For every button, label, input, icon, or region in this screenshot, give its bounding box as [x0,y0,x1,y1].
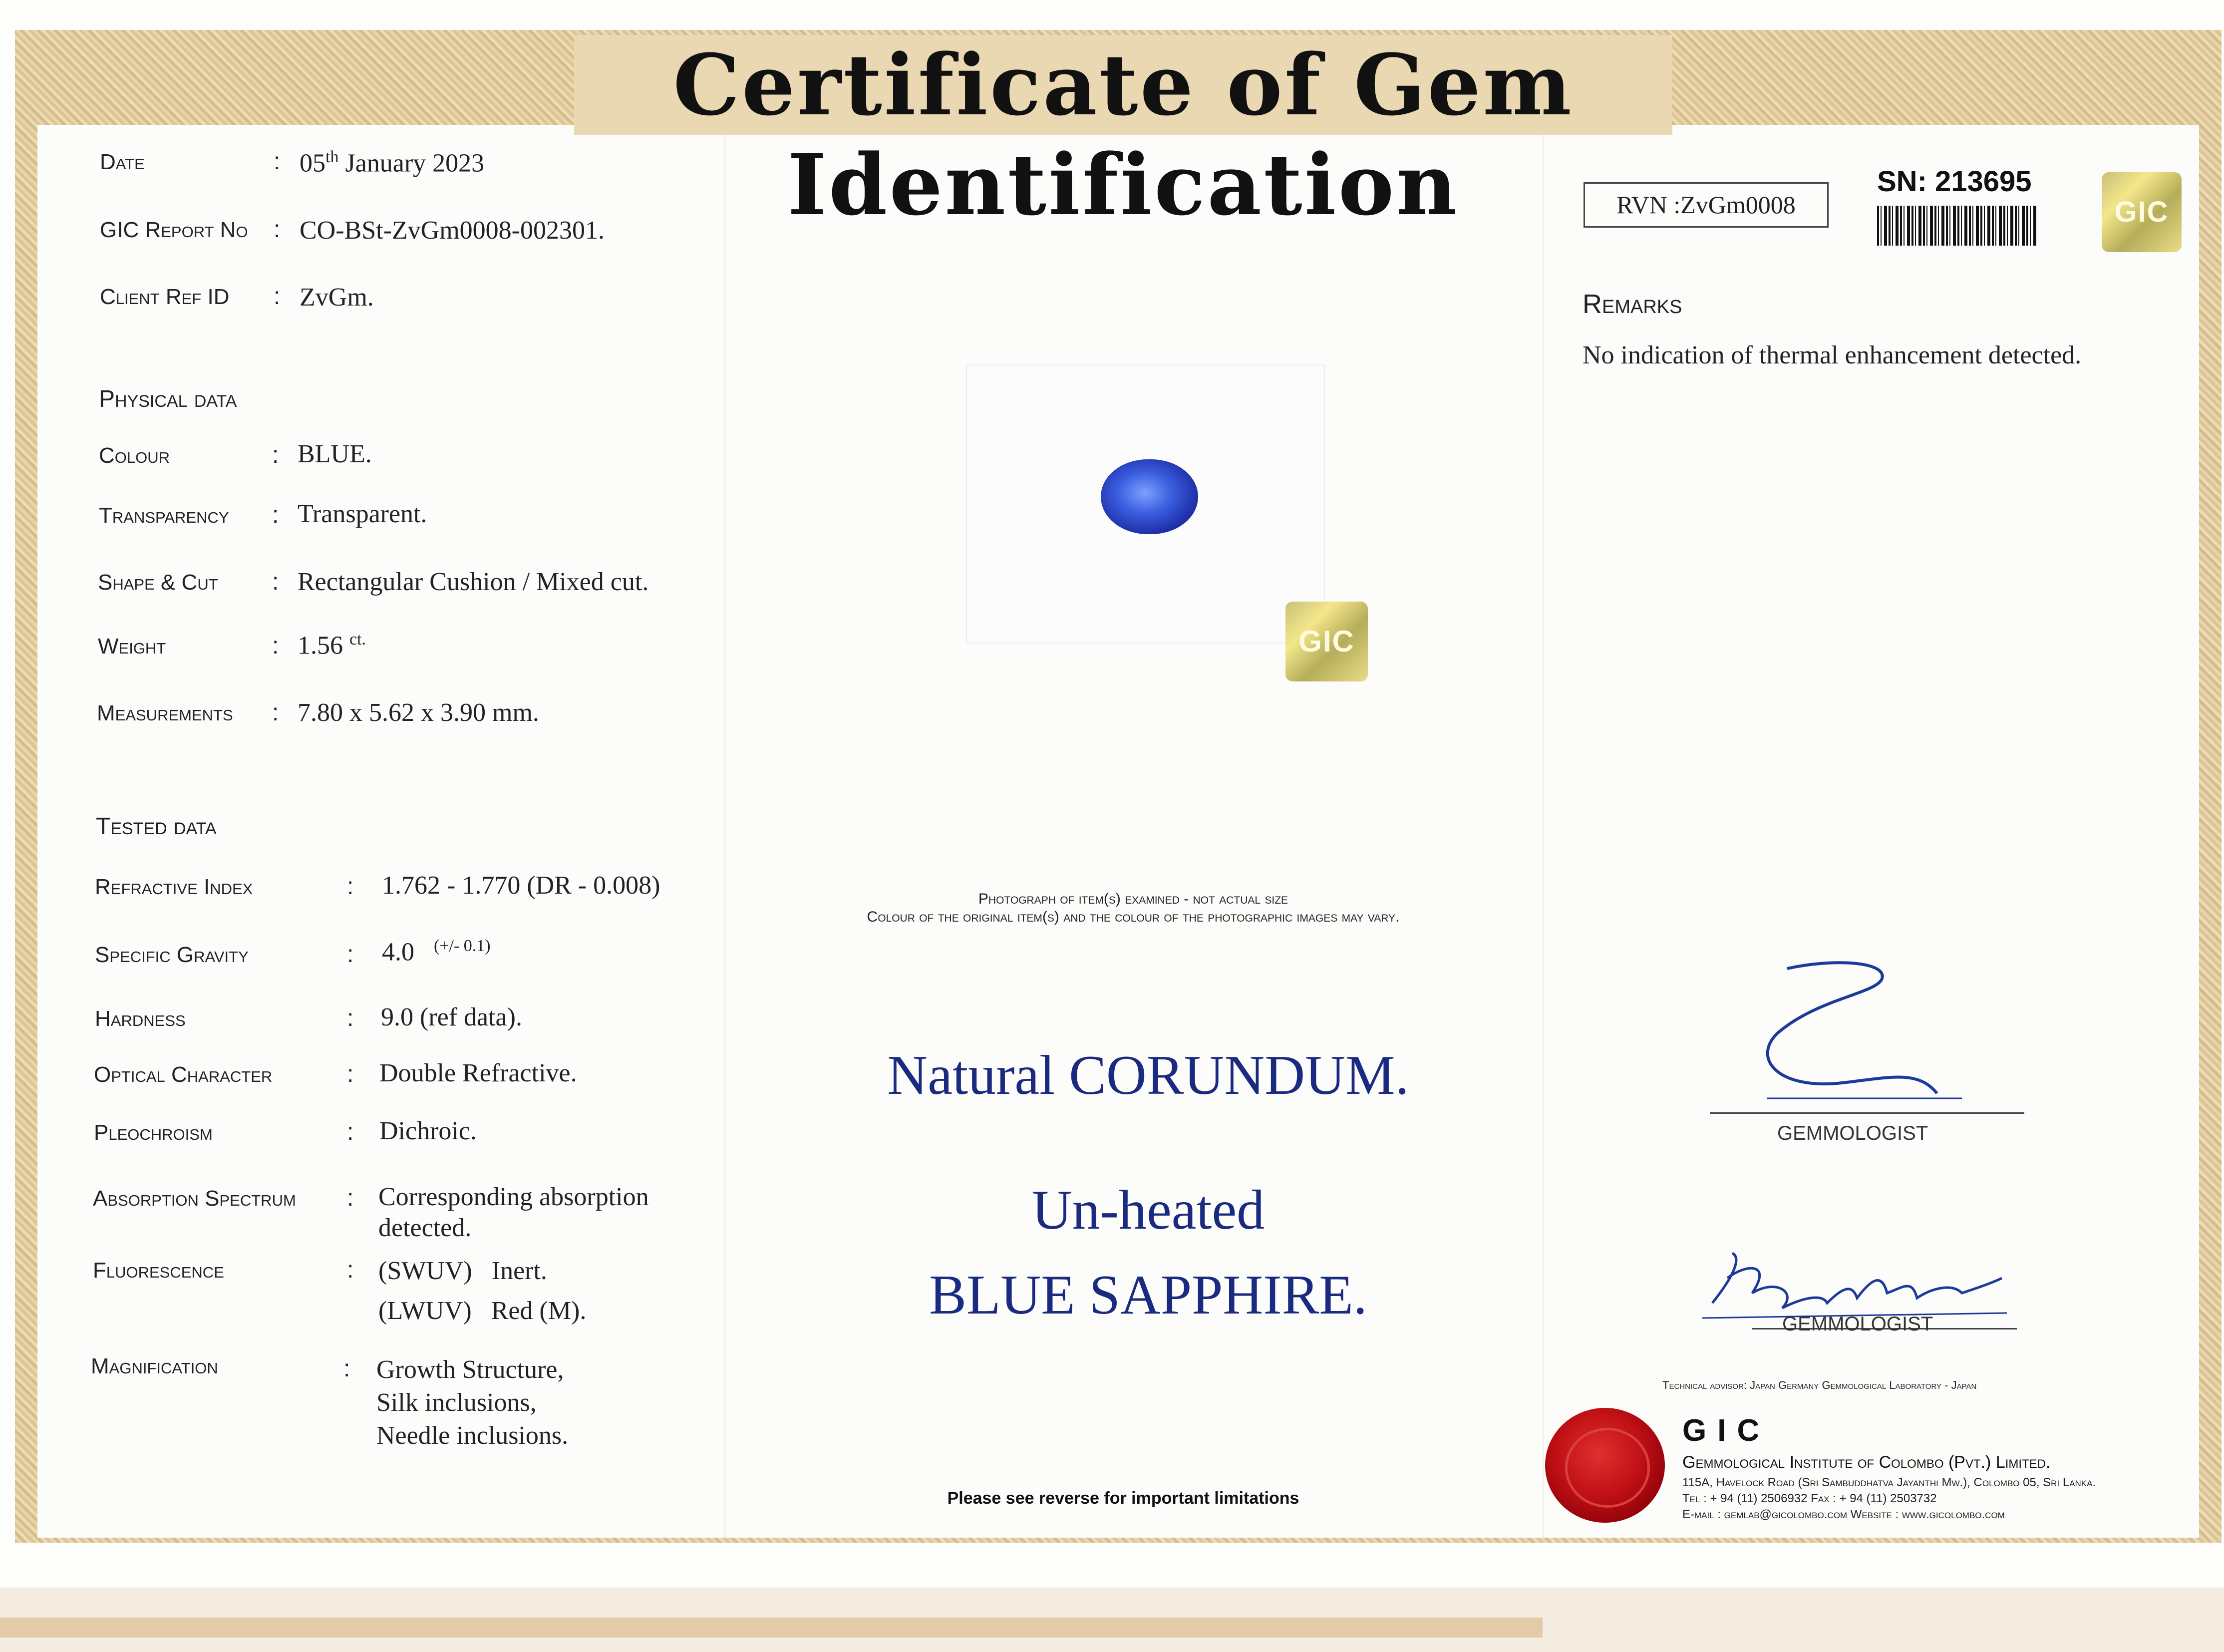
hardness-label: Hardness [95,1006,186,1031]
institute-email-web: E-mail : gemlab@gicolombo.com Website : www.gicolombo.com [1682,1508,2005,1521]
colon: : [347,1061,354,1087]
institute-name: Gemmological Institute of Colombo (Pvt.) Limited. [1682,1453,2051,1472]
weight-value: 1.56 $^{ct.}$ [298,630,366,660]
gemmologist-label-1: GEMMOLOGIST [1777,1122,1928,1144]
absorption-value-line2: detected. [378,1214,472,1242]
physical-heading: Physical data [99,386,237,412]
hologram-sticker: GIC [1285,602,1368,681]
client-value: ZvGm. [300,283,374,312]
colon: : [272,699,279,726]
fluorescence-lwuv: (LWUV) Red (M). [378,1297,587,1325]
transparency-value: Transparent. [298,500,427,528]
transparency-label: Transparency [99,503,229,528]
colon: : [274,283,281,310]
colon: : [347,1257,354,1283]
refractive-value: 1.762 - 1.770 (DR - 0.008) [382,871,660,900]
colour-label: Colour [99,443,170,468]
hologram-sticker-right: GIC [2102,172,2182,252]
shape-value: Rectangular Cushion / Mixed cut. [298,568,649,596]
fluorescence-label: Fluorescence [93,1258,224,1283]
client-label: Client Ref ID [100,285,230,309]
gemmologist-label-2: GEMMOLOGIST [1782,1313,1933,1335]
serial-number: SN: 213695 [1877,165,2032,198]
limitations-note: Please see reverse for important limitations [947,1489,1299,1508]
magnification-label: Magnification [91,1354,218,1378]
gic-logo-text: GIC [1682,1413,1771,1448]
gravity-label: Specific Gravity [95,943,249,967]
pleochroism-label: Pleochroism [94,1120,213,1145]
colon: : [347,1119,354,1145]
date-label: Date [100,150,145,174]
hardness-value: 9.0 (ref data). [381,1003,522,1031]
wax-seal-emblem [1565,1428,1650,1508]
optical-label: Optical Character [94,1062,273,1087]
remarks-text: No indication of thermal enhancement detected. [1583,341,2082,369]
result-natural-corundum: Natural CORUNDUM. [887,1044,1409,1106]
colour-value: BLUE. [298,440,372,468]
colon: : [272,633,279,659]
pleochroism-value: Dichroic. [379,1117,477,1145]
signature-line-1 [1710,1112,2024,1114]
weight-label: Weight [98,634,166,659]
optical-value: Double Refractive. [379,1059,577,1087]
report-label: GIC Report No [100,218,248,242]
rvn-box: RVN :ZvGm0008 [1584,182,1829,228]
measurements-label: Measurements [97,701,233,725]
colon: : [343,1355,350,1382]
date-value: 05th January 2023 [300,148,485,178]
refractive-label: Refractive Index [95,875,253,899]
colon: : [274,216,281,243]
absorption-value-line1: Corresponding absorption [378,1183,649,1211]
tested-heading: Tested data [96,813,217,840]
magnification-line2: Silk inclusions, [376,1388,537,1417]
fold-line-left [724,125,725,1538]
gravity-value: 4.0 $^{(+/- 0.1)}$ [382,937,491,967]
colon: : [347,941,354,968]
sapphire-gem-image [1101,459,1198,534]
institute-address: 115A, Havelock Road (Sri Sambuddhatva Jayanthi Mw.), Colombo 05, Sri Lanka. [1682,1476,2096,1489]
remarks-label: Remarks [1583,289,1682,319]
fluorescence-swuv: (SWUV) Inert. [378,1257,547,1285]
shape-label: Shape & Cut [98,570,218,595]
report-value: CO-BSt-ZvGm0008-002301. [300,216,605,245]
photo-caption-line1: Photograph of item(s) examined - not actual size [978,891,1288,907]
colon: : [272,442,279,468]
colon: : [347,1185,354,1211]
measurements-value: 7.80 x 5.62 x 3.90 mm. [298,698,539,727]
colon: : [274,148,281,175]
photo-caption-line2: Colour of the original item(s) and the colour of the photographic images may vary. [867,909,1400,925]
colon: : [272,569,279,595]
absorption-label: Absorption Spectrum [93,1186,296,1211]
institute-tel-fax: Tel : + 94 (11) 2506932 Fax : + 94 (11) 2503732 [1682,1492,1937,1505]
colon: : [272,502,279,528]
result-unheated: Un-heated [1031,1179,1265,1241]
colon: : [347,1005,354,1031]
magnification-line1: Growth Structure, [376,1355,564,1384]
colon: : [347,873,354,900]
result-blue-sapphire: BLUE SAPPHIRE. [929,1264,1367,1326]
certificate-title: Certificate of Gem Identification [574,35,1672,135]
wax-seal [1545,1408,1665,1523]
background-strip [0,1618,1543,1638]
signature-1 [1757,959,1967,1123]
barcode [1877,206,2037,246]
technical-advisor-note: Technical advisor: Japan Germany Gemmological Laboratory - Japan [1662,1379,1977,1391]
magnification-line3: Needle inclusions. [376,1421,569,1450]
